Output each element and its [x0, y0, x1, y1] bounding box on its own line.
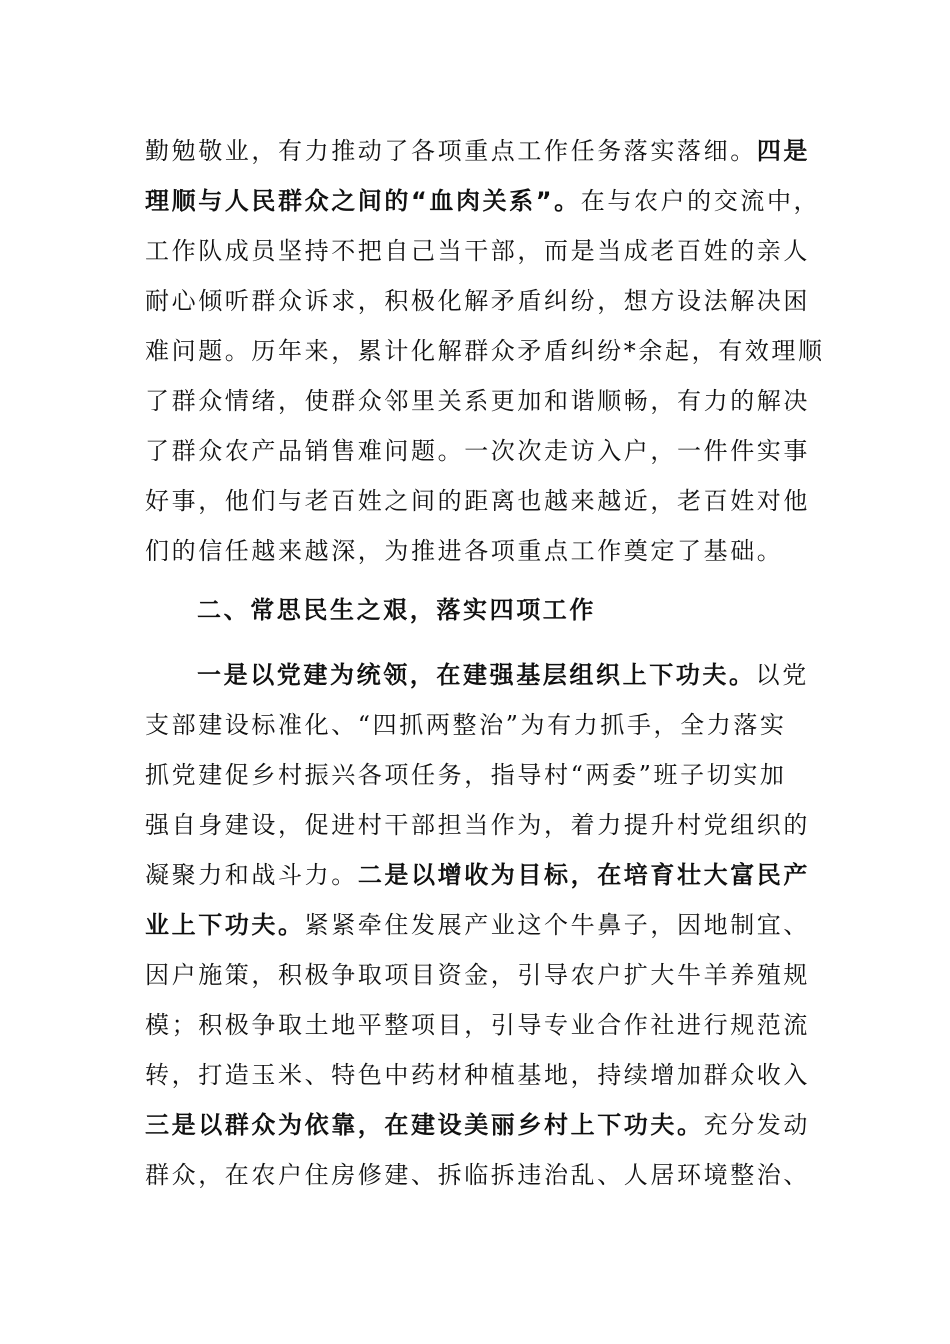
text-line	[145, 850, 810, 900]
section-heading: 二、常思民生之艰，落实四项工作	[197, 596, 596, 624]
text-line: 了群众农产品销售难问题。一次次走访入户，一件件实事	[145, 437, 810, 465]
text-line	[145, 1100, 810, 1150]
text-line: 强自身建设，促进村干部担当作为，着力提升村党组织的	[145, 811, 810, 839]
text-run: 充分发动	[703, 1111, 811, 1139]
paragraph-four-relations	[145, 126, 825, 576]
text-line: 群众，在农户住房修建、拆临拆违治乱、人居环境整治、	[145, 1161, 810, 1189]
text-line	[145, 650, 810, 700]
text-line	[145, 176, 821, 226]
bold-run: 业上下功夫。	[145, 911, 305, 939]
paragraph-four-tasks	[145, 650, 810, 1200]
text-line: 模；积极争取土地平整项目，引导专业合作社进行规范流	[145, 1011, 810, 1039]
text-line: 工作队成员坚持不把自己当干部，而是当成老百姓的亲人	[145, 237, 810, 265]
text-line: 了群众情绪，使群众邻里关系更加和谐顺畅，有力的解决	[145, 387, 810, 415]
text-line: 难问题。历年来，累计化解群众矛盾纠纷*余起，有效理顺	[145, 337, 825, 365]
text-run: 勤勉敬业，有力推动了各项重点工作任务落实落细。	[145, 137, 757, 165]
text-line: 因户施策，积极争取项目资金，引导农户扩大牛羊养殖规	[145, 961, 810, 989]
text-line: 耐心倾听群众诉求，积极化解矛盾纠纷，想方设法解决困	[145, 287, 810, 315]
text-line	[145, 900, 810, 950]
bold-run: 一是以党建为统领，在建强基层组织上下功夫。	[197, 661, 756, 689]
text-run: 以党	[755, 661, 809, 689]
text-line: 转，打造玉米、特色中药材种植基地，持续增加群众收入	[145, 1061, 810, 1089]
bold-run: 理顺与人民群众之间的“血肉关系”。	[145, 187, 581, 215]
text-line: 抓党建促乡村振兴各项任务，指导村“两委”班子切实加	[145, 761, 787, 789]
text-line: 们的信任越来越深，为推进各项重点工作奠定了基础。	[145, 537, 784, 565]
text-run: 紧紧牵住发展产业这个牛鼻子，因地制宜、	[304, 911, 811, 939]
text-line	[145, 126, 810, 176]
bold-run: 四是	[756, 137, 811, 165]
section-heading-block	[145, 585, 810, 635]
bold-run: 三是以群众为依靠，在建设美丽乡村上下功夫。	[145, 1111, 704, 1139]
text-line: 支部建设标准化、“四抓两整治”为有力抓手，全力落实	[145, 711, 787, 739]
text-run: 凝聚力和战斗力。	[145, 861, 358, 889]
text-line: 好事，他们与老百姓之间的距离也越来越近，老百姓对他	[145, 487, 810, 515]
bold-run: 二是以增收为目标，在培育壮大富民产	[357, 861, 811, 889]
text-run: 在与农户的交流中，	[580, 187, 821, 215]
